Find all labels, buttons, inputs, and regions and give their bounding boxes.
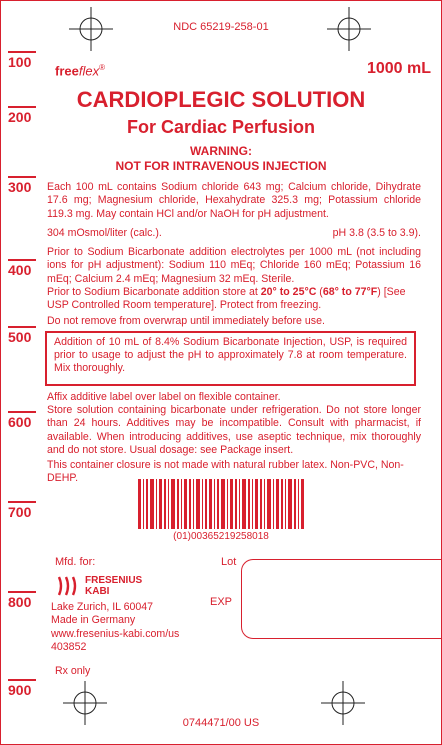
fresenius-kabi-logo-icon — [56, 575, 82, 597]
product-subtitle: For Cardiac Perfusion — [126, 117, 316, 137]
graduation-200: 200 — [8, 109, 32, 125]
storage-suffix: ) [See USP Controlled Room temperature]. Protect from freezing. — [47, 286, 406, 312]
volume: 1000 mL — [366, 60, 431, 77]
freeflex-logo — [55, 63, 105, 78]
graduation-tick — [8, 326, 36, 328]
composition: Each 100 mL contains Sodium chloride 643 mg; Calcium chloride, Dihydrate 17.6 mg; Magnesium chloride, Hexahydrate 325.3 mg; Potassium chloride 119.3 mg. May contain HCl and/or NaOH for pH adjustment. — [47, 181, 421, 220]
product-title: CARDIOPLEGIC SOLUTION — [76, 87, 366, 112]
warning-text: NOT FOR INTRAVENOUS INJECTION — [115, 159, 327, 173]
rx-only: Rx only — [55, 665, 91, 677]
latex-statement: This container closure is not made with natural rubber latex. Non-PVC, Non-DEHP. — [47, 459, 404, 485]
bicarbonate-warning-text: Addition of 10 mL of 8.4% Sodium Bicarbonate Injection, USP, is required prior to usage to adjust the pH to approximately 7.8 at room temperature. Mix thoroughly. — [54, 336, 407, 375]
overwrap-notice: Do not remove from overwrap until immediately before use. — [47, 315, 325, 327]
storage-paren-open: ( — [316, 286, 323, 298]
graduation-tick — [8, 501, 36, 503]
bicarbonate-warning-box — [45, 331, 416, 386]
manufactured-for-label: Mfd. for: — [55, 556, 96, 568]
address-website: www.fresenius-kabi.com/us — [51, 627, 180, 640]
affix-label-instruction: Affix additive label over label on flexible container. — [47, 391, 281, 403]
brand-reg: ® — [99, 63, 105, 72]
barcode — [138, 479, 304, 529]
graduation-tick — [8, 679, 36, 681]
storage-prefix: Prior to Sodium Bicarbonate addition store at — [47, 286, 261, 298]
manufacturer-address — [51, 601, 179, 654]
address-code: 403852 — [51, 640, 87, 653]
graduation-tick — [8, 176, 36, 178]
graduation-tick — [8, 591, 36, 593]
label-code: 0744471/00 US — [182, 717, 260, 729]
warning-heading: WARNING: — [190, 144, 252, 158]
storage-instructions — [47, 286, 421, 313]
graduation-700: 700 — [8, 504, 32, 520]
graduation-tick — [8, 259, 36, 261]
company-name-line2: KABI — [85, 586, 110, 597]
address-origin: Made in Germany — [51, 614, 136, 627]
company-name — [85, 575, 142, 597]
exp-label: EXP — [210, 596, 233, 608]
graduation-600: 600 — [8, 414, 32, 430]
brand-free: free — [55, 63, 79, 79]
graduation-300: 300 — [8, 179, 32, 195]
osmolarity: 304 mOsmol/liter (calc.). — [47, 227, 162, 239]
lot-exp-print-area — [241, 559, 442, 639]
graduation-tick — [8, 411, 36, 413]
brand-flex: flex — [78, 63, 100, 79]
address-city: Lake Zurich, IL 60047 — [51, 601, 154, 613]
storage-celsius: 20° to 25°C — [260, 286, 317, 298]
storage-fahrenheit: 68° to 77°F — [322, 286, 378, 298]
ph-value: pH 3.8 (3.5 to 3.9). — [332, 227, 421, 239]
warning — [1, 144, 441, 174]
graduation-400: 400 — [8, 262, 32, 278]
graduation-800: 800 — [8, 594, 32, 610]
bicarbonate-storage: Store solution containing bicarbonate under refrigeration. Do not store longer than 24 hours. Additives may be incompatible. Consult with pharmacist, if available. When introducing additives, use aseptic technique, mix thoroughly and do not store. Usual dosage: see Package insert. — [47, 404, 421, 456]
graduation-900: 900 — [8, 682, 32, 698]
barcode-number: (01)00365219258018 — [173, 531, 269, 542]
graduation-tick — [8, 51, 36, 53]
electrolytes: Prior to Sodium Bicarbonate addition electrolytes per 1000 mL (not including ions for pH adjustment): Sodium 110 mEq; Chloride 160 mEq; Potassium 16 mEq; Calcium 2.4 mEq; Magnesium 32 mEq. Sterile. — [47, 246, 421, 285]
company-name-line1: FRESENIUS — [85, 575, 143, 586]
graduation-100: 100 — [8, 54, 32, 70]
graduation-500: 500 — [8, 329, 32, 345]
lot-label: Lot — [221, 556, 237, 568]
ndc-number: NDC 65219-258-01 — [173, 21, 269, 33]
